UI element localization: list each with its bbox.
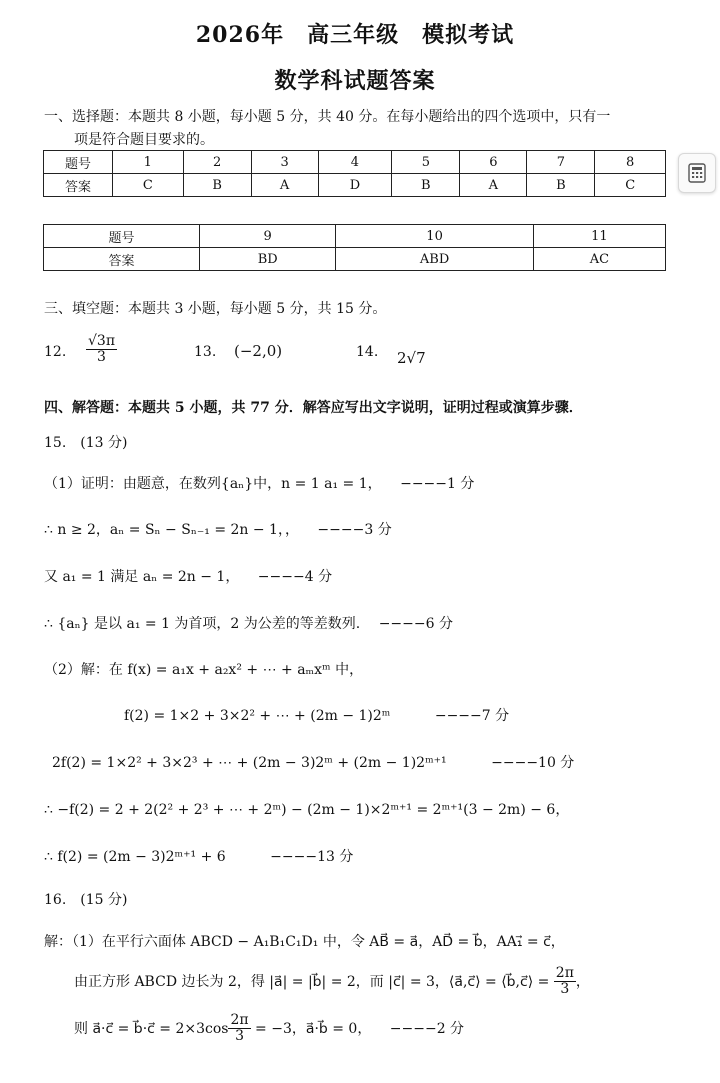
q15-points: −−−−10 分 bbox=[491, 755, 575, 771]
section1-heading: 一、选择题：本题共 8 小题，每小题 5 分，共 40 分。在每小题给出的四个选项中，只有一 bbox=[44, 109, 611, 125]
q15-step7: 2f(2) = 1×2² + 3×2³ + ⋯ + (2m − 3)2ᵐ + (2m − 1)2ᵐ⁺¹ bbox=[52, 755, 447, 771]
q12-answer bbox=[86, 334, 117, 366]
table-row bbox=[44, 174, 666, 197]
q15-points: −−−−1 分 bbox=[400, 476, 475, 492]
q16-points: −−−−2 分 bbox=[389, 1020, 465, 1037]
table-cell: C bbox=[595, 174, 666, 197]
calculator-icon bbox=[686, 162, 708, 184]
q12-label: 12. bbox=[44, 344, 67, 360]
q15-step4: ∴ {aₙ} 是以 a₁ = 1 为首项，2 为公差的等差数列. bbox=[44, 616, 361, 632]
page-subtitle: 数学科试题答案 bbox=[274, 68, 436, 94]
table-header-cell: 答案 bbox=[44, 174, 113, 197]
q15-step3: 又 a₁ = 1 满足 aₙ = 2n − 1， bbox=[44, 569, 240, 585]
calculator-button[interactable] bbox=[678, 153, 716, 193]
table-cell: ABD bbox=[336, 248, 533, 271]
table-cell: C bbox=[113, 174, 184, 197]
table-cell: 8 bbox=[595, 151, 666, 174]
q13-label: 13. bbox=[194, 344, 217, 360]
table-cell: AC bbox=[533, 248, 665, 271]
table-cell: 6 bbox=[460, 151, 527, 174]
table-cell: 5 bbox=[392, 151, 460, 174]
table-row bbox=[44, 225, 666, 248]
q16-step2-denominator: 3 bbox=[560, 981, 570, 998]
table-header-cell: 题号 bbox=[44, 225, 200, 248]
q14-label: 14. bbox=[356, 344, 379, 360]
q16-step2: 由正方形 ABCD 边长为 2，得 |a⃗| = |b⃗| = 2，而 |c⃗| = 3，⟨a⃗,c⃗⟩ = ⟨b⃗,c⃗⟩ = bbox=[74, 973, 554, 990]
q15-points: −−−−7 分 bbox=[434, 708, 510, 724]
q16-step1: 解：（1）在平行六面体 ABCD − A₁B₁C₁D₁ 中，令 AB⃗ = a⃗，AD⃗ = b⃗，AA₁⃗ = c⃗， bbox=[44, 934, 565, 950]
q16-label: 16. (15 分) bbox=[44, 892, 128, 908]
table-cell: BD bbox=[200, 248, 336, 271]
table-cell: 7 bbox=[527, 151, 595, 174]
section1-heading-cont: 项是符合题目要求的。 bbox=[74, 132, 214, 148]
q15-points: −−−−6 分 bbox=[378, 616, 453, 632]
table-cell: A bbox=[251, 174, 318, 197]
section3-heading: 三、填空题：本题共 3 小题，每小题 5 分，共 15 分。 bbox=[44, 301, 387, 317]
q16-step3-rest: = −3，a⃗·b⃗ = 0， bbox=[250, 1020, 372, 1037]
q16-step3-denominator: 3 bbox=[235, 1028, 244, 1045]
table-row bbox=[44, 248, 666, 271]
table-cell: 2 bbox=[183, 151, 251, 174]
table-header-cell: 题号 bbox=[44, 151, 113, 174]
table-cell: D bbox=[318, 174, 392, 197]
q15-step5: （2）解：在 f(x) = a₁x + a₂x² + ⋯ + aₘxᵐ 中， bbox=[44, 662, 364, 678]
choice-answer-table bbox=[43, 150, 666, 197]
q15-step8: ∴ −f(2) = 2 + 2(2² + 2³ + ⋯ + 2ᵐ) − (2m − 1)×2ᵐ⁺¹ = 2ᵐ⁺¹(3 − 2m) − 6， bbox=[44, 802, 570, 818]
table-cell: B bbox=[527, 174, 595, 197]
q13-answer: (−2,0) bbox=[234, 342, 283, 360]
table-cell: 3 bbox=[251, 151, 318, 174]
q14-answer: 2√7 bbox=[397, 349, 426, 367]
table-cell: 9 bbox=[200, 225, 336, 248]
table-header-cell: 答案 bbox=[44, 248, 200, 271]
q16-step3-numerator: 2π bbox=[230, 1012, 249, 1028]
table-cell: 11 bbox=[533, 225, 665, 248]
q12-denominator: 3 bbox=[97, 349, 106, 366]
table-cell: 10 bbox=[336, 225, 533, 248]
table-row bbox=[44, 151, 666, 174]
q15-step6: f(2) = 1×2 + 3×2² + ⋯ + (2m − 1)2ᵐ bbox=[124, 708, 391, 724]
q15-points: −−−−4 分 bbox=[257, 569, 333, 585]
q12-numerator: √3π bbox=[88, 333, 116, 349]
table-cell: 1 bbox=[113, 151, 184, 174]
q15-step1: （1）证明：由题意，在数列{aₙ}中，n = 1 a₁ = 1， bbox=[44, 476, 382, 492]
q16-step2-numerator: 2π bbox=[555, 965, 574, 981]
q15-points: −−−−3 分 bbox=[317, 522, 392, 538]
table-cell: B bbox=[183, 174, 251, 197]
q15-points: −−−−13 分 bbox=[270, 849, 354, 865]
table-cell: A bbox=[460, 174, 527, 197]
q15-step9: ∴ f(2) = (2m − 3)2ᵐ⁺¹ + 6 bbox=[44, 849, 226, 865]
page-title: 2026年 高三年级 模拟考试 bbox=[195, 22, 515, 48]
section4-heading: 四、解答题：本题共 5 小题，共 77 分．解答应写出文字说明，证明过程或演算步骤． bbox=[44, 400, 583, 416]
q15-label: 15. (13 分) bbox=[44, 435, 128, 451]
table-cell: B bbox=[392, 174, 460, 197]
table-cell: 4 bbox=[318, 151, 392, 174]
q16-step2-end: ， bbox=[575, 973, 590, 990]
multi-answer-table bbox=[43, 224, 666, 271]
q16-step3: 则 a⃗·c⃗ = b⃗·c⃗ = 2×3cos bbox=[74, 1020, 229, 1037]
q15-step2: ∴ n ≥ 2，aₙ = Sₙ − Sₙ₋₁ = 2n − 1，， bbox=[44, 522, 299, 538]
